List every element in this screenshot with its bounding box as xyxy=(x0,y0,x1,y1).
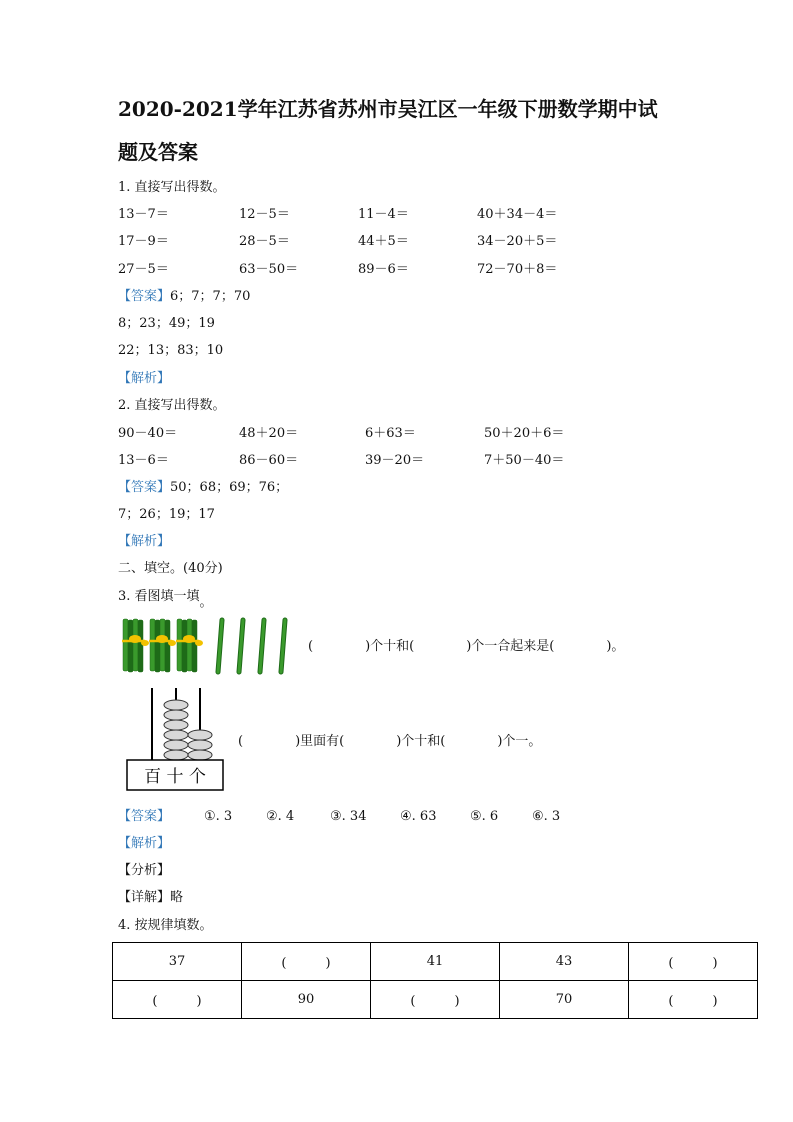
table-cell: 41 xyxy=(371,943,500,981)
q1-analysis-tag: 【解析】 xyxy=(118,371,171,386)
q3-prompt xyxy=(118,589,213,610)
stick-bundle xyxy=(176,619,203,672)
q2-answer-line1: 50；68；69；76； xyxy=(170,480,289,495)
q1-r1c2: 12－5＝ xyxy=(239,207,290,222)
q1-r3c4: 72－70＋8＝ xyxy=(477,262,558,277)
q1-r3c3: 89－6＝ xyxy=(358,262,409,277)
q1-prompt: 1. 直接写出得数。 xyxy=(118,180,226,195)
abacus-bead xyxy=(188,750,212,760)
q2-analysis-tag: 【解析】 xyxy=(118,534,171,549)
abacus-place-labels: 百 十 个 xyxy=(144,767,206,787)
q3-detail-text: 略 xyxy=(170,890,184,905)
page-title-line2: 题及答案 xyxy=(118,140,198,164)
table-cell: ( ) xyxy=(242,943,371,981)
q3-detail-tag: 【详解】 xyxy=(118,890,171,905)
table-cell: 37 xyxy=(113,943,242,981)
q1-r3c2: 63－50＝ xyxy=(239,262,299,277)
q3-prompt-text: 3. 看图填一填 xyxy=(118,589,200,604)
abacus-illustration xyxy=(124,686,228,792)
q2-answer xyxy=(118,480,288,496)
q2-r1c1: 90－40＝ xyxy=(118,426,178,441)
q1-answer-line2: 8；23；49；19 xyxy=(118,316,215,331)
section-fill-blank: 二、填空。(40分) xyxy=(118,561,223,576)
q1-r2c2: 28－5＝ xyxy=(239,234,290,249)
q3-answer-4: ④. 63 xyxy=(400,809,437,824)
answer-tag: 【答案】 xyxy=(118,289,171,304)
table-cell: ( ) xyxy=(371,981,500,1019)
q3-fenxi-tag: 【分析】 xyxy=(118,863,171,878)
page-title-line1: 2020-2021学年江苏省苏州市吴江区一年级下册数学期中试 xyxy=(118,97,658,121)
q2-r1c2: 48＋20＝ xyxy=(239,426,299,441)
abacus-bead xyxy=(164,710,188,720)
q2-r2c1: 13－6＝ xyxy=(118,453,169,468)
abacus-bead xyxy=(164,720,188,730)
q3-prompt-dot: 。 xyxy=(199,595,213,610)
q3-answer-6: ⑥. 3 xyxy=(532,809,561,824)
stick-bundle xyxy=(149,619,176,672)
pattern-table xyxy=(112,942,758,1019)
q4-prompt: 4. 按规律填数。 xyxy=(118,918,213,933)
table-row xyxy=(113,943,758,981)
table-cell: ( ) xyxy=(113,981,242,1019)
abacus-bead xyxy=(164,740,188,750)
q3-line2: ( )里面有( )个十和( )个一。 xyxy=(238,734,542,749)
table-cell: ( ) xyxy=(629,981,758,1019)
q1-r1c3: 11－4＝ xyxy=(358,207,409,222)
q1-r1c4: 40＋34－4＝ xyxy=(477,207,558,222)
answer-tag: 【答案】 xyxy=(118,480,171,495)
q2-r2c2: 86－60＝ xyxy=(239,453,299,468)
table-cell: 90 xyxy=(242,981,371,1019)
q3-answer-1: ①. 3 xyxy=(204,809,233,824)
q1-r2c4: 34－20＋5＝ xyxy=(477,234,558,249)
stick-bundle xyxy=(122,619,149,672)
q3-answer-3: ③. 34 xyxy=(330,809,367,824)
q3-detail xyxy=(118,890,183,906)
abacus-bead xyxy=(188,740,212,750)
q2-r1c4: 50＋20＋6＝ xyxy=(484,426,565,441)
q3-answer-tag: 【答案】 xyxy=(118,809,171,824)
abacus-bead xyxy=(164,730,188,740)
q2-r1c3: 6＋63＝ xyxy=(365,426,416,441)
q1-r3c1: 27－5＝ xyxy=(118,262,169,277)
q1-r1c1: 13－7＝ xyxy=(118,207,169,222)
q1-answer-line3: 22；13；83；10 xyxy=(118,343,224,358)
q3-line1: ( )个十和( )个一合起来是( )。 xyxy=(308,639,625,654)
q2-prompt: 2. 直接写出得数。 xyxy=(118,398,226,413)
q2-answer-line2: 7；26；19；17 xyxy=(118,507,215,522)
q2-r2c4: 7＋50－40＝ xyxy=(484,453,565,468)
stick-bundles-illustration xyxy=(120,617,295,675)
table-cell: 70 xyxy=(500,981,629,1019)
q1-r2c3: 44＋5＝ xyxy=(358,234,409,249)
table-cell: ( ) xyxy=(629,943,758,981)
table-cell: 43 xyxy=(500,943,629,981)
q2-r2c3: 39－20＝ xyxy=(365,453,425,468)
q3-answer-2: ②. 4 xyxy=(266,809,295,824)
abacus-bead xyxy=(188,730,212,740)
q1-answer-line1: 6；7；7；70 xyxy=(170,289,251,304)
abacus-bead xyxy=(164,750,188,760)
q3-analysis-tag: 【解析】 xyxy=(118,836,171,851)
q3-answer-5: ⑤. 6 xyxy=(470,809,499,824)
table-row xyxy=(113,981,758,1019)
q1-answer xyxy=(118,289,250,305)
q1-r2c1: 17－9＝ xyxy=(118,234,169,249)
abacus-bead xyxy=(164,700,188,710)
